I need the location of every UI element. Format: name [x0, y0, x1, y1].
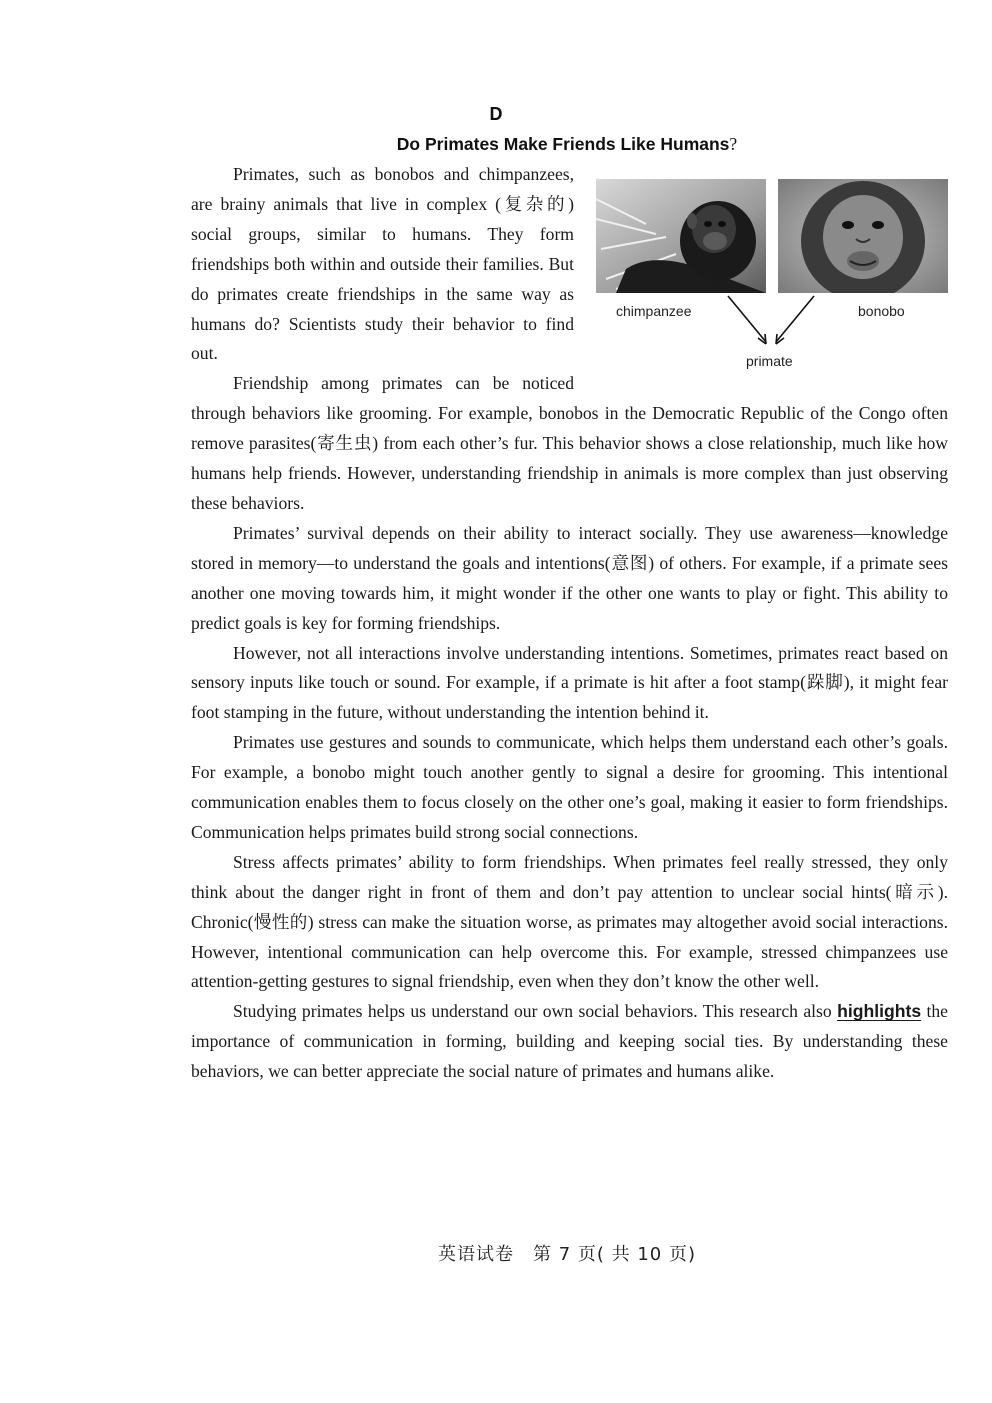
- chimpanzee-label: chimpanzee: [616, 303, 692, 319]
- bonobo-photo: [778, 179, 948, 293]
- bonobo-label: bonobo: [858, 303, 905, 319]
- title-mark: ?: [729, 134, 738, 154]
- paragraph-6: Stress affects primates’ ability to form friendships. When primates feel really stressed, they only think about the danger right in front of them and don’t pay attention to unclear social hints(暗示). Chronic(慢性的) stress can make the situation worse, as primates may altogether avoid social interactions. However, intentional communication can help overcome this. For example, stressed chimpanzees use attention-getting gestures to signal friendship, even when they don’t know the other well.: [191, 851, 948, 992]
- paragraph-7: [191, 997, 948, 1087]
- paragraph-2: Friendship among primates can be noticed through behaviors like grooming. For example, bonobos in the Democratic Republic of the Congo often remove parasites(寄生虫) from each other’s fur. This behavior shows a close relationship, much like how humans help friends. However, understanding friendship in animals is more complex than just observing these behaviors.: [191, 373, 948, 513]
- arrows: [716, 294, 826, 348]
- passage-body: [191, 160, 948, 1087]
- section-letter: D: [489, 104, 503, 124]
- primate-label: primate: [746, 353, 793, 369]
- paragraph-4: However, not all interactions involve understanding intentions. Sometimes, primates react based on sensory inputs like touch or sound. For example, if a primate is hit after a foot stamp(跺脚), it might fear foot stamping in the future, without understanding the intention behind it.: [191, 642, 948, 723]
- primate-figure: [596, 166, 948, 372]
- title-text: Do Primates Make Friends Like Humans: [396, 134, 730, 154]
- paragraph-3: Primates’ survival depends on their ability to interact socially. They use awareness—knowledge stored in memory—to understand the goals and intentions(意图) of others. For example, if a primate sees another one moving towards him, it might wonder if the other one wants to play or fight. This ability to predict goals is key for forming friendships.: [191, 522, 948, 633]
- chimpanzee-photo: [596, 179, 766, 293]
- paragraph-7-end: the importance of communication in forming, building and keeping social ties. By understanding these behaviors, we can better appreciate the social nature of primates and humans alike.: [191, 1001, 948, 1082]
- paragraph-7-start: Studying primates helps us understand our own social behaviors. This research also: [233, 1001, 838, 1022]
- highlighted-word: highlights: [837, 1001, 922, 1022]
- paragraph-5: Primates use gestures and sounds to communicate, which helps them understand each other’s goals. For example, a bonobo might touch another gently to signal a desire for grooming. This intentional communication enables them to focus closely on the other one’s goal, making it easier to form friendships. Communication helps primates build strong social connections.: [191, 732, 948, 842]
- passage-title: [0, 134, 992, 155]
- paragraph-1: Primates, such as bonobos and chimpanzees, are brainy animals that live in complex (复杂的) social groups, similar to humans. They form friendships both within and outside their families. But do primates create friendships in the same way as humans do? Scientists study their behavior to find out.: [191, 164, 574, 364]
- page-footer: 英语试卷 第 7 页( 共 10 页): [437, 1244, 696, 1265]
